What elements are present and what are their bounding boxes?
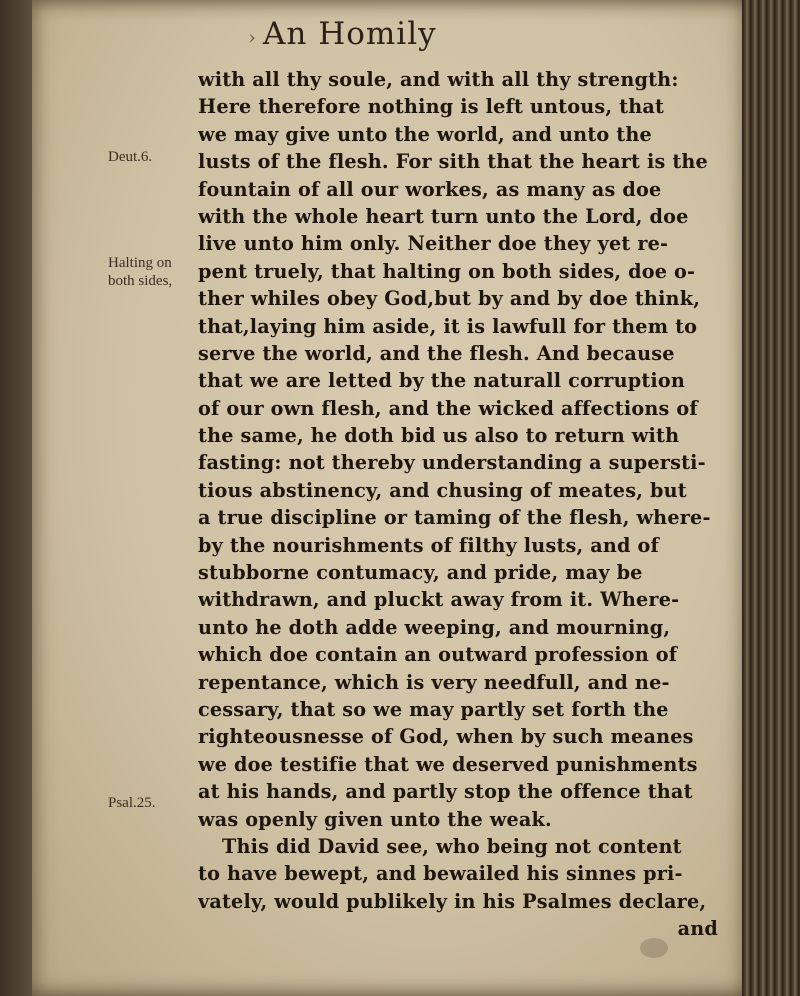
text-line: lusts of the flesh. For sith that the heart is the xyxy=(198,150,708,174)
margin-note-halting: Halting on xyxy=(108,255,172,271)
text-line: fasting: not thereby understanding a supersti- xyxy=(198,451,706,475)
running-header xyxy=(248,16,548,60)
text-line: at his hands, and partly stop the offence that xyxy=(198,780,693,804)
text-line: to have bewept, and bewailed his sinnes pri- xyxy=(198,862,683,886)
running-header-title: An Homily xyxy=(263,16,437,52)
ink-stain xyxy=(640,938,668,958)
text-line: which doe contain an outward profession of xyxy=(198,643,678,667)
text-line: repentance, which is very needfull, and ne- xyxy=(198,670,670,694)
text-line: live unto him only. Neither doe they yet re- xyxy=(198,232,669,256)
text-line: we may give unto the world, and unto the xyxy=(198,122,652,146)
text-line: Here therefore nothing is left untous, that xyxy=(198,95,665,119)
text-line: ther whiles obey God,but by and by doe think, xyxy=(198,287,701,311)
text-line: of our own flesh, and the wicked affections of xyxy=(198,396,698,420)
text-line: withdrawn, and pluckt away from it. Where- xyxy=(198,588,680,612)
text-line: unto he doth adde weeping, and mourning, xyxy=(198,615,671,639)
text-line: was openly given unto the weak. xyxy=(198,807,552,831)
text-line: tious abstinency, and chusing of meates, but xyxy=(198,478,687,502)
text-line: pent truely, that halting on both sides, doe o- xyxy=(198,259,696,283)
homily-text xyxy=(198,66,758,943)
margin-note-both-sides: both sides, xyxy=(108,273,173,289)
text-line: cessary, that so we may partly set forth the xyxy=(198,697,669,721)
header-mark: › xyxy=(248,25,257,49)
text-line: by the nourishments of filthy lusts, and of xyxy=(198,533,660,557)
text-line: that we are letted by the naturall corruption xyxy=(198,369,686,393)
text-line: with the whole heart turn unto the Lord, doe xyxy=(198,204,689,228)
text-line: righteousnesse of God, when by such meanes xyxy=(198,725,694,749)
text-line: we doe testifie that we deserved punishments xyxy=(198,752,698,776)
text-line: that,laying him aside, it is lawfull for them to xyxy=(198,314,698,338)
margin-note-deut: Deut.6. xyxy=(108,149,153,165)
margin-note-psal: Psal.25. xyxy=(108,795,156,811)
text-line: serve the world, and the flesh. And because xyxy=(198,341,675,365)
text-line: fountain of all our workes, as many as doe xyxy=(198,177,662,201)
catchword: and xyxy=(677,917,718,941)
text-line: a true discipline or taming of the flesh, where- xyxy=(198,506,711,530)
text-line: stubborne contumacy, and pride, may be xyxy=(198,561,643,585)
text-line: This did David see, who being not content xyxy=(222,834,682,858)
text-line: with all thy soule, and with all thy strength: xyxy=(198,68,679,91)
text-line: vately, would publikely in his Psalmes declare, xyxy=(198,889,707,913)
text-line: the same, he doth bid us also to return with xyxy=(198,424,680,448)
